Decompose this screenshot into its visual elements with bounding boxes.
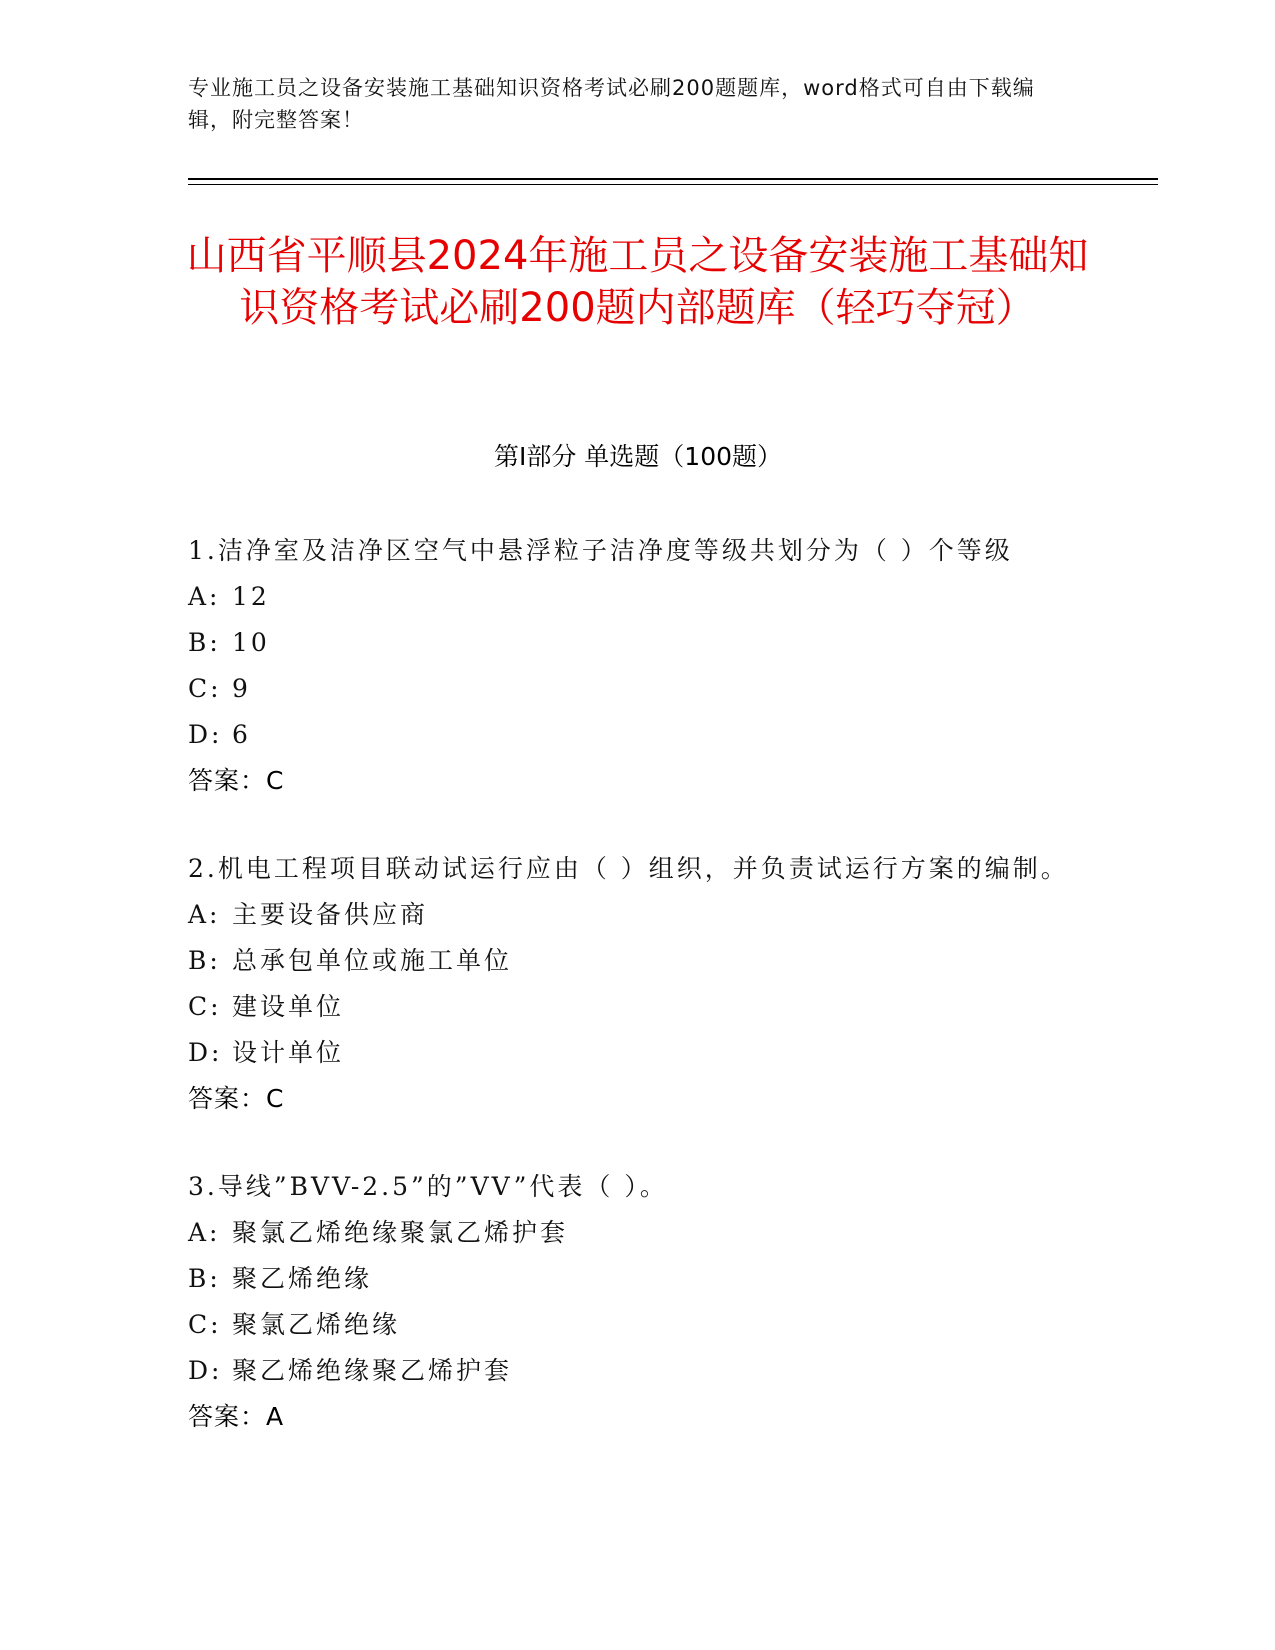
- option-text: 设计单位: [232, 1038, 345, 1067]
- option-key: C:: [188, 1310, 222, 1339]
- option-key: C:: [188, 674, 222, 703]
- question-stem: 2.机电工程项目联动试运行应由（ ）组织，并负责试运行方案的编制。: [188, 854, 1069, 883]
- option-a: [188, 892, 1088, 938]
- option-key: B:: [188, 946, 221, 975]
- option-text: 建设单位: [232, 992, 345, 1021]
- option-key: B:: [188, 628, 221, 657]
- option-a: [188, 574, 1088, 620]
- header-divider-thick: [188, 178, 1158, 180]
- option-text: 聚氯乙烯绝缘聚氯乙烯护套: [232, 1218, 569, 1247]
- option-d: [188, 712, 1088, 758]
- option-c: [188, 1302, 1088, 1348]
- option-key: D:: [188, 1356, 223, 1385]
- question-3: [188, 1164, 1088, 1440]
- option-b: [188, 620, 1088, 666]
- option-c: [188, 984, 1088, 1030]
- option-text: 聚乙烯绝缘: [232, 1264, 373, 1293]
- option-c: [188, 666, 1088, 712]
- option-text: 6: [232, 720, 251, 749]
- option-key: A:: [188, 900, 221, 929]
- option-key: A:: [188, 582, 221, 611]
- answer-line: 答案：C: [188, 1084, 285, 1113]
- document-title: 山西省平顺县2024年施工员之设备安装施工基础知识资格考试必刷200题内部题库（轻巧夺冠）: [186, 233, 1089, 331]
- option-key: A:: [188, 1218, 221, 1247]
- answer-line: 答案：C: [188, 766, 285, 795]
- header-note: 专业施工员之设备安装施工基础知识资格考试必刷200题题库，word格式可自由下载编辑，附完整答案！: [188, 76, 1035, 132]
- option-key: D:: [188, 720, 223, 749]
- section-heading: 第Ⅰ部分 单选题（100题）: [493, 442, 783, 471]
- option-key: C:: [188, 992, 222, 1021]
- option-b: [188, 1256, 1088, 1302]
- question-stem: 3.导线”BVV-2.5”的”VV”代表（ ）。: [188, 1172, 668, 1201]
- option-a: [188, 1210, 1088, 1256]
- question-2: [188, 846, 1088, 1122]
- option-text: 10: [232, 628, 270, 657]
- option-b: [188, 938, 1088, 984]
- question-stem: 1.洁净室及洁净区空气中悬浮粒子洁净度等级共划分为（ ）个等级: [188, 536, 1013, 565]
- option-d: [188, 1030, 1088, 1076]
- option-key: D:: [188, 1038, 223, 1067]
- option-d: [188, 1348, 1088, 1394]
- header-divider-thin: [188, 184, 1158, 185]
- option-text: 9: [232, 674, 251, 703]
- option-text: 12: [232, 582, 270, 611]
- question-1: [188, 528, 1088, 804]
- option-text: 聚乙烯绝缘聚乙烯护套: [232, 1356, 513, 1385]
- option-text: 聚氯乙烯绝缘: [232, 1310, 401, 1339]
- question-list: [188, 528, 1088, 1482]
- option-key: B:: [188, 1264, 221, 1293]
- option-text: 总承包单位或施工单位: [232, 946, 513, 975]
- option-text: 主要设备供应商: [232, 900, 429, 929]
- answer-line: 答案：A: [188, 1402, 285, 1431]
